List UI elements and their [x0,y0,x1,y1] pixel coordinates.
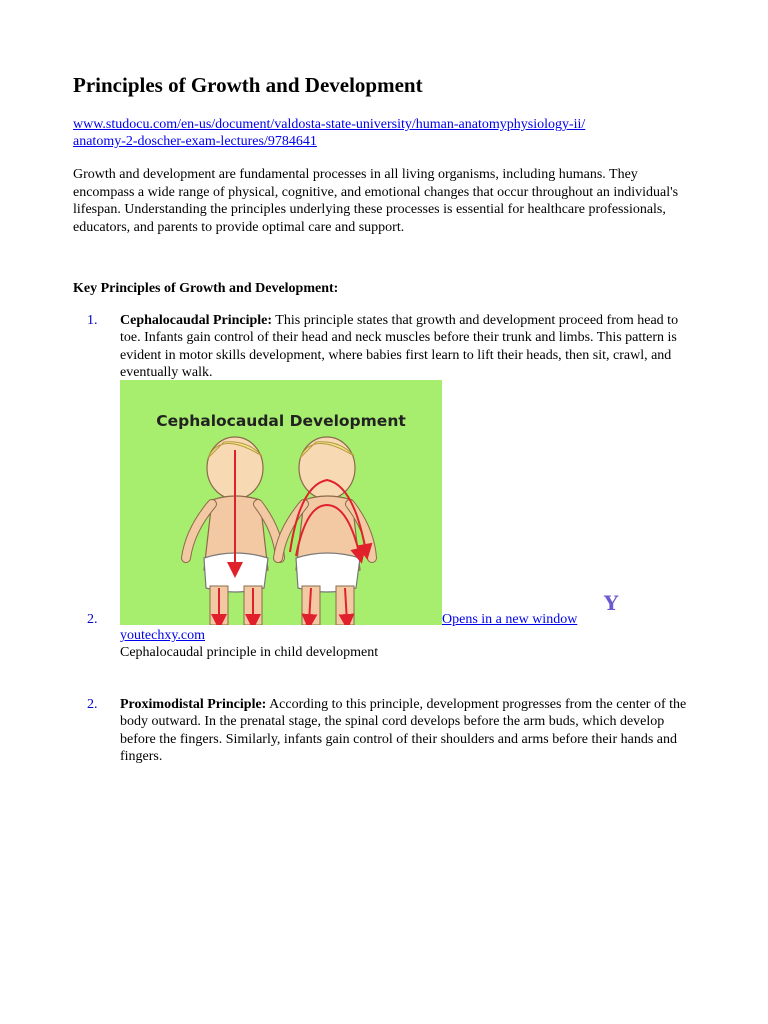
cephalocaudal-image[interactable] [120,380,442,625]
baby-left [186,437,280,625]
baby-right [278,437,372,625]
intro-paragraph: Growth and development are fundamental processes in all living organisms, including humans. They encompass a wide range of physical, cognitive, and emotional changes that occur throughout an individual's lifespan. Understanding the principles underlying these processes is essential for healthcare professionals, educators, and parents to provide optimal care and support. [73,167,679,235]
site-link[interactable]: youtechxy.com [120,628,206,643]
list-number-3: 2. [87,697,98,712]
source-link-line-1[interactable]: www.studocu.com/en-us/document/valdosta-state-university/human-anatomyphysiology-ii/ [73,117,586,132]
item-term: Cephalocaudal Principle: [120,313,273,328]
image-title: Cephalocaudal Development [156,412,406,430]
item-description: This principle states that growth and development proceed from head to toe. Infants gain control of their head and neck muscles before their trunk and limbs. This pattern is evident in motor skills development, where babies first learn to lift their heads, then sit, crawl, and eventually walk. [120,313,679,380]
source-link-line-2[interactable]: anatomy-2-doscher-exam-lectures/9784641 [73,134,317,149]
section-heading: Key Principles of Growth and Development: [73,281,339,296]
list-number-1: 1. [87,313,98,328]
image-caption: Cephalocaudal principle in child development [120,645,379,660]
list-item-proximodistal [120,696,698,765]
list-item-cephalocaudal [120,312,698,381]
site-favicon-icon: Y [604,591,619,615]
source-link[interactable] [73,116,693,150]
opens-new-window-link[interactable]: Opens in a new window [442,612,578,627]
item-description: According to this principle, development progresses from the center of the body outward. In the prenatal stage, the spinal cord develops before the arm buds, which develop before the fingers. Similarly, infants gain control of their shoulders and arms before their hands and fingers. [120,697,687,764]
item-term: Proximodistal Principle: [120,697,267,712]
list-number-2: 2. [87,612,98,627]
page-title: Principles of Growth and Development [73,73,423,97]
